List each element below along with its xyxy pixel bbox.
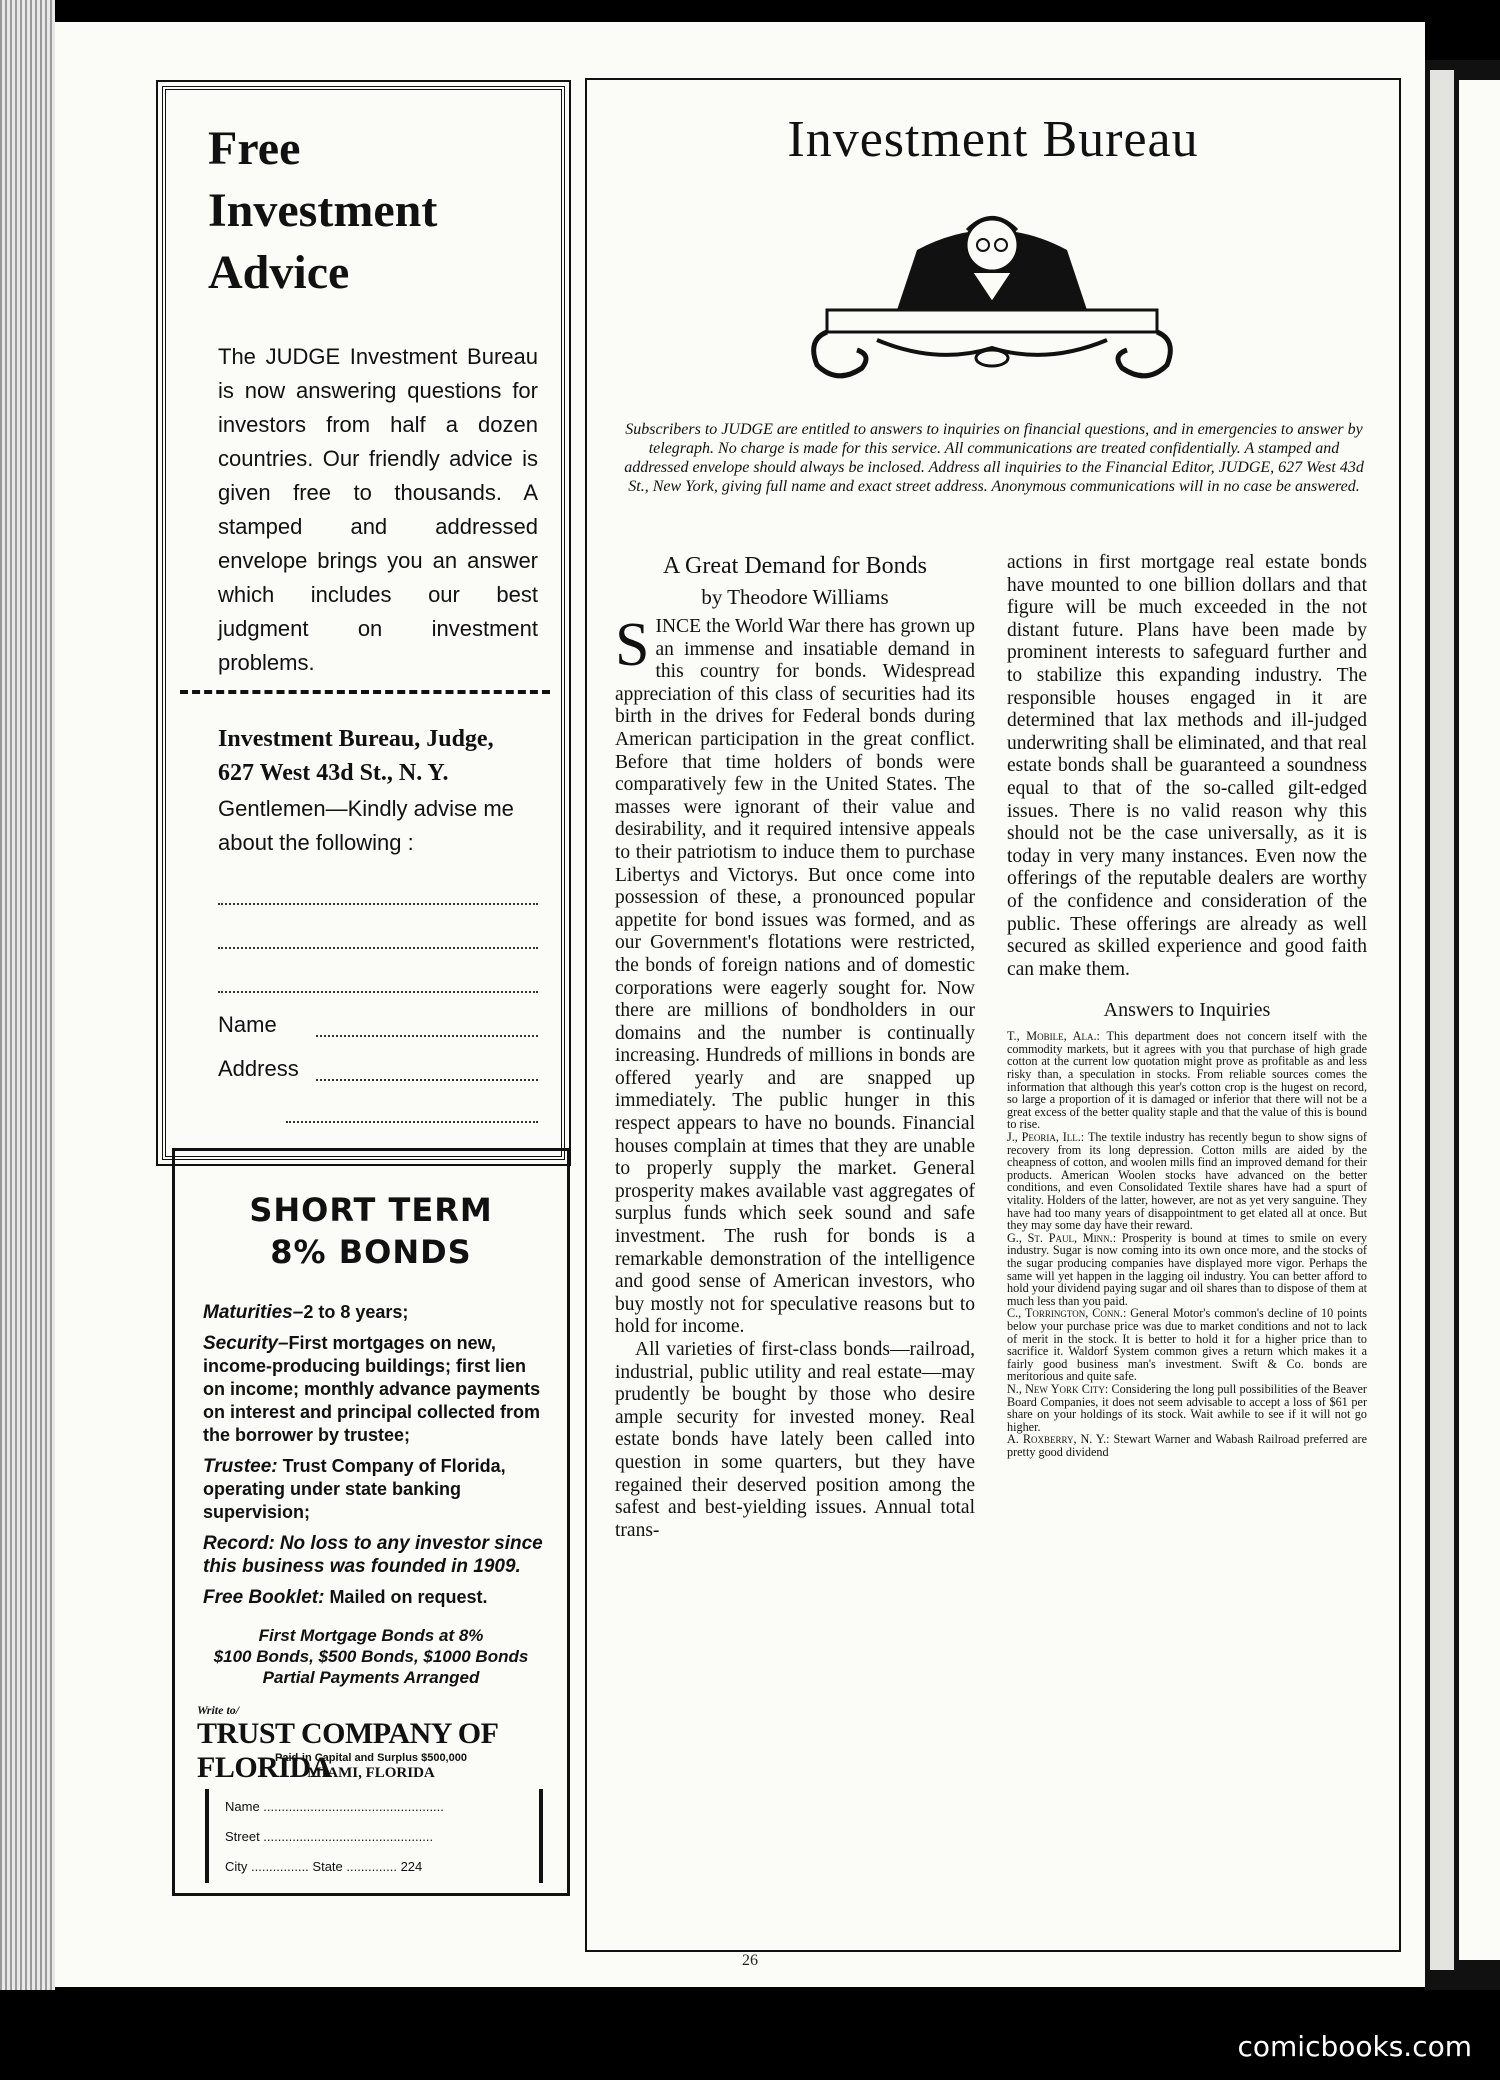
answer-text: The textile industry has recently begun to show signs of recovery from its long depression. Cotton mills are aided by the cheapness of cotton, and woolen mills find an improved demand for their products. American Woolen stocks have advanced on the better conditions, and even Consolidated Textile shares have had a spurt of vitality. Holders of the latter, however, are not as yet very sanguine. They have had too many years of disappointment to get elated all at once. But they may some day have their reward. xyxy=(1007,1130,1367,1233)
coupon-name-label: Name xyxy=(225,1799,260,1814)
answer-text: General Motor's common's decline of 10 points below your purchase price was due to market conditions and not to lack of merit in the stock. It is better to hold it for a higher price than to sacrifice it. Waldorf System common gives a return which makes it a fairly good business man's investment. Swift & Co. bonds are meritorious and quite safe. xyxy=(1007,1306,1367,1384)
article-title: A Great Demand for Bonds xyxy=(663,553,927,579)
answers-list xyxy=(1007,1030,1367,1458)
answer-recipient: A. Roxberry, N. Y.: xyxy=(1007,1432,1114,1447)
coupon-street-field[interactable]: ............................................... xyxy=(259,1829,434,1844)
address-field-2[interactable] xyxy=(286,1120,538,1123)
ad-request: Gentlemen—Kindly advise me about the following : xyxy=(218,796,514,855)
blank-line[interactable] xyxy=(218,990,538,993)
answer-text: Prosperity is bound at times to smile on every industry. Sugar is now coming into its own once more, and the stocks of the sugar producing companies have displayed more vigor. Perhaps the same will yet happen in the lagging oil industry. You can better afford to hold your dividend paying sugar and oil shares than to dispose of them at much less than you paid. xyxy=(1007,1230,1367,1308)
book-edge xyxy=(0,0,55,1990)
write-to: Write to/ xyxy=(197,1703,240,1717)
answer-item xyxy=(1007,1131,1367,1232)
coupon-city-label: City xyxy=(225,1859,248,1874)
answer-item xyxy=(1007,1383,1367,1433)
company-city: MIAMI, FLORIDA xyxy=(307,1765,435,1781)
coupon-name-field[interactable]: .................................................. xyxy=(259,1799,444,1814)
address-field[interactable] xyxy=(316,1078,538,1081)
ad-address: Investment Bureau, Judge, 627 West 43d St., N. Y. xyxy=(218,726,494,786)
answer-recipient: J., Peoria, Ill.: xyxy=(1007,1130,1088,1145)
ad-title: Free Investment Advice xyxy=(208,122,438,299)
bond-offer: First Mortgage Bonds at 8% $100 Bonds, $500 Bonds, $1000 Bonds Partial Payments Arranged xyxy=(213,1626,529,1687)
page-title: Investment Bureau xyxy=(787,111,1199,168)
blank-line[interactable] xyxy=(218,902,538,905)
article-paragraph: actions in first mortgage real estate bonds have mounted to one billion dollars and that figure will be much exceeded in the not distant future. Plans have been made by prominent interests to safeguard further and to stabilize this expanding industry. The responsible houses engaged in it are determined that lax methods and ill-judged underwriting shall be eliminated, and that real estate bonds shall be guaranteed a soundness equal to that of the so-called gilt-edged issues. There is no valid reason why this should not be the case universally, as it is today in very many instances. Even now the offerings of the reputable dealers are worthy of the confidence and consideration of the public. These offerings are already as well secured as skilled experience and good faith can make them. xyxy=(1007,552,1367,980)
watermark: comicbooks.com xyxy=(1237,2030,1472,2063)
ad-body: The JUDGE Investment Bureau is now answering questions for investors from half a dozen countries. Our friendly advice is given free to thousands. A stamped and addressed envelope brings you an answer which includes our best judgment on investment problems. xyxy=(218,344,538,675)
short-term-bonds-ad xyxy=(172,1148,570,1896)
banker-illustration xyxy=(787,190,1197,400)
answer-item xyxy=(1007,1030,1367,1131)
coupon-state-label: State xyxy=(312,1859,343,1874)
name-label: Name xyxy=(218,1012,277,1037)
answer-recipient: G., St. Paul, Minn.: xyxy=(1007,1230,1122,1245)
answers-title: Answers to Inquiries xyxy=(1103,999,1271,1022)
article-column-1 xyxy=(615,550,975,1542)
answer-recipient: T., Mobile, Ala.: xyxy=(1007,1029,1107,1044)
bond-terms: Maturities–2 to 8 years; Security–First mortgages on new, income-producing buildings; first lien on income; monthly advance payments on interest and principal collected from the borrower by trustee; Trustee: Trust Company of Florida, operating under state banking supervision; Record: No loss to any investor since this business was founded in 1909. Free Booklet: Mailed on request. xyxy=(203,1302,543,1608)
free-investment-advice-ad xyxy=(162,86,565,1160)
intro-notice: Subscribers to JUDGE are entitled to answers to inquiries on financial questions, and in emergencies to answer by telegraph. No charge is made for this service. All communications are treated confidentially. A stamped and addressed envelope should always be inclosed. Address all inquiries to the Financial Editor, JUDGE, 627 West 43d St., New York, giving full name and exact street address. Anonymous communications will in no case be answered. xyxy=(624,421,1364,495)
answer-item xyxy=(1007,1433,1367,1458)
mail-coupon xyxy=(205,1789,543,1883)
coupon-state-field[interactable]: .............. xyxy=(342,1859,401,1874)
answer-text: Considering the long pull possibilities of the Beaver Board Companies, it does not seem advisable to accept a loss of $61 per share on your holdings of its stock. Wait awhile to see if it will not go higher. xyxy=(1007,1381,1367,1434)
article-paragraph: SINCE the World War there has grown up an immense and insatiable demand in this country for bonds. Widespread appreciation of this class of securities had its birth in the drives for Federal bonds during American participation in the great conflict. Before that time holders of bonds were comparatively few in the United States. The masses were ignorant of their value and desirability, and it required intensive appeals to their patriotism to induce them to purchase Libertys and Victorys. But once come into possession of these, a pronounced popular appetite for bond issues was formed, and as our Government's flotations were restricted, the bonds of foreign nations and of domestic corporations were eagerly sought for. Now there are millions of bondholders in our domains and the number is continually increasing. Hundreds of millions in bonds are offered yearly and are snapped up immediately. The public hunger in this respect appears to have no bounds. Financial houses complain at times that they are unable to properly supply the market. General prosperity makes available vast aggregates of surplus funds which seek sound and safe investment. The rush for bonds is a remarkable demonstration of the intelligence and good sense of American investors, who buy mostly not for speculative reasons but to hold for income. xyxy=(615,611,975,1338)
address-label: Address xyxy=(218,1056,299,1081)
answer-text: Stewart Warner and Wabash Railroad preferred are pretty good dividend xyxy=(1007,1432,1367,1459)
article-paragraph: All varieties of first-class bonds—railroad, industrial, public utility and real estate—may prudently be bought by those who desire ample security for invested money. Real estate bonds have lately been called into question in some quarters, but they have regained their deserved position among the safest and best-yielding issues. Annual total trans- xyxy=(615,1339,975,1541)
answer-item xyxy=(1007,1307,1367,1383)
page-number: 26 xyxy=(742,1952,758,1969)
article-byline: by Theodore Williams xyxy=(701,585,889,609)
next-page-edge xyxy=(1425,60,1500,1990)
company-capital: Paid-in Capital and Surplus $500,000 xyxy=(275,1752,467,1764)
cut-line xyxy=(180,690,550,694)
coupon-street-label: Street xyxy=(225,1829,260,1844)
answer-recipient: C., Torrington, Conn.: xyxy=(1007,1306,1131,1321)
company-name: TRUST COMPANY OF FLORIDA xyxy=(197,1717,498,1784)
answer-item xyxy=(1007,1232,1367,1308)
article-column-2 xyxy=(1007,552,1367,1458)
investment-bureau-article xyxy=(585,78,1401,1952)
bond-headline: SHORT TERM 8% BONDS xyxy=(249,1191,493,1271)
coupon-city-field[interactable]: ................ xyxy=(247,1859,313,1874)
answer-text: This department does not concern itself with the commodity markets, but it agrees with you that purchase of high grade cotton at the current low quotation might prove as profitable as and less risky than, a speculation in stocks. From reliable sources comes the information that although this year's cotton crop is the hugest on record, so large a proportion of it is damaged or inferior that there will not be a great excess of the better quality staple and that the value of this is bound to rise. xyxy=(1007,1029,1367,1132)
name-field[interactable] xyxy=(316,1034,538,1037)
coupon-code: 224 xyxy=(400,1859,423,1874)
blank-line[interactable] xyxy=(218,946,538,949)
answer-recipient: N., New York City: xyxy=(1007,1381,1112,1396)
drop-cap: S xyxy=(615,611,650,679)
